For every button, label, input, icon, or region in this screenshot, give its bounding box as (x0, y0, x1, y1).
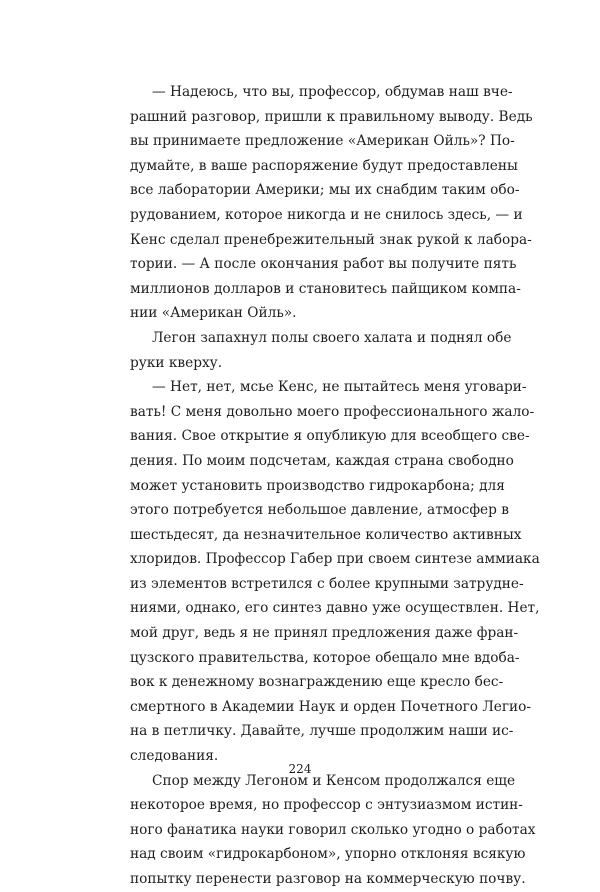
text-line: вы принимаете предложение «Американ Ойль»? По- (130, 133, 515, 150)
paragraph (130, 326, 512, 375)
text-line: шестьдесят, да незначительное количество активных (130, 526, 522, 543)
text-line: Спор между Легоном и Кенсом продолжался еще (152, 772, 516, 789)
text-line: тории. — А после окончания работ вы получите пять (130, 256, 517, 273)
text-line: хлоридов. Профессор Габер при своем синтезе аммиака (130, 551, 540, 568)
text-line: рудованием, которое никогда и не снилось здесь, — и (130, 206, 523, 223)
text-line: из элементов встретился с более крупными затрудне- (130, 575, 524, 592)
text-line: вать! С меня довольно моего профессионального жало- (130, 403, 535, 420)
text-line: Кенс сделал пренебрежительный знак рукой к лабора- (130, 231, 532, 248)
text-line: руки кверху. (130, 354, 223, 371)
text-line: может установить производство гидрокарбона; для (130, 477, 505, 494)
text-line: — Надеюсь, что вы, профессор, обдумав наш вче- (152, 84, 513, 100)
text-line: следования. (130, 748, 219, 765)
text-line: ниями, однако, его синтез давно уже осуществлен. Нет, (130, 600, 540, 617)
text-line: вок к денежному вознаграждению еще кресло бес- (130, 674, 504, 691)
paragraph (130, 769, 536, 892)
text-line: рашний разговор, пришли к правильному выводу. Ведь (130, 108, 533, 125)
paragraph (130, 375, 540, 769)
paragraph (130, 80, 533, 326)
text-line: — Нет, нет, мсье Кенс, не пытайтесь меня уговари- (152, 379, 527, 396)
page-number: 224 (288, 762, 312, 776)
text-line: думайте, в ваше распоряжение будут предоставлены (130, 157, 518, 174)
text-line: миллионов долларов и становитесь пайщиком компа- (130, 280, 521, 297)
text-line: некоторое время, но профессор с энтузиазмом истин- (130, 797, 523, 814)
text-line: на в петличку. Давайте, лучше продолжим наши ис- (130, 723, 514, 740)
text-line: дения. По моим подсчетам, каждая страна свободно (130, 452, 514, 469)
text-line: над своим «гидрокарбоном», упорно отклоняя всякую (130, 846, 526, 863)
text-line: нии «Американ Ойль». (130, 305, 297, 322)
text-line: ного фанатика науки говорил сколько угодно о работах (130, 821, 536, 838)
text-line: все лаборатории Америки; мы их снабдим таким обо- (130, 182, 520, 199)
text-line: вания. Свое открытие я опубликую для всеобщего све- (130, 428, 530, 445)
text-line: этого потребуется небольшое давление, атмосфер в (130, 502, 509, 519)
text-line: Легон запахнул полы своего халата и поднял обе (152, 329, 512, 346)
text-line: попытку перенести разговор на коммерческую почву. (130, 871, 526, 887)
text-line: мой друг, ведь я не принял предложения даже фран- (130, 625, 519, 642)
text-line: цузского правительства, которое обещало мне вдоба- (130, 649, 520, 666)
text-line: смертного в Академии Наук и орден Почетного Легио- (130, 698, 532, 715)
